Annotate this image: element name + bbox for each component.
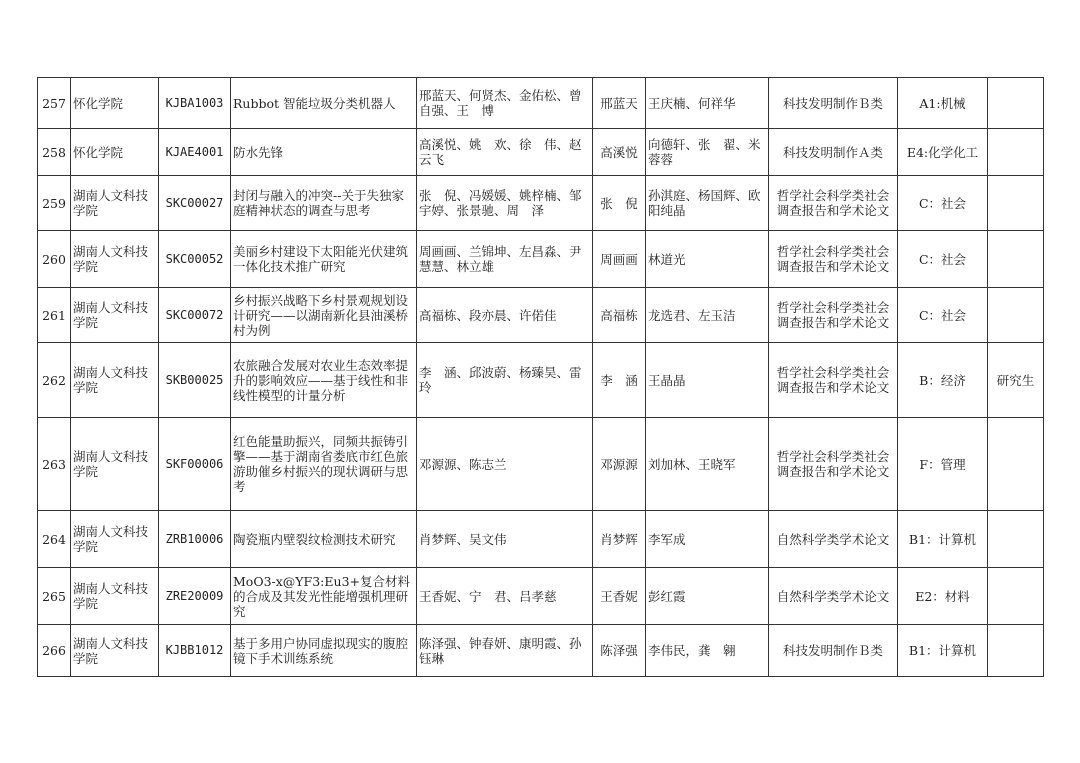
note — [988, 625, 1044, 677]
team-leader: 高福栋 — [593, 288, 646, 343]
advisors: 林道光 — [646, 231, 769, 288]
row-number: 264 — [38, 511, 71, 568]
row-number: 261 — [38, 288, 71, 343]
category: 科技发明制作Ｂ类 — [769, 78, 898, 129]
team-leader: 陈泽强 — [593, 625, 646, 677]
team-members: 张 倪、冯媛媛、姚梓楠、邹宇婷、张景驰、周 泽 — [417, 176, 593, 231]
advisors: 刘加林、王晓军 — [646, 418, 769, 511]
note — [988, 511, 1044, 568]
team-members: 邓源源、陈志兰 — [417, 418, 593, 511]
subfield: B1：计算机 — [898, 511, 988, 568]
team-members: 李 涵、邱波蔚、杨臻昊、雷 玲 — [417, 343, 593, 418]
team-members: 肖梦辉、吴文伟 — [417, 511, 593, 568]
table-row — [38, 288, 1044, 343]
row-number: 262 — [38, 343, 71, 418]
subfield: B1：计算机 — [898, 625, 988, 677]
subfield: C：社会 — [898, 176, 988, 231]
subfield: F：管理 — [898, 418, 988, 511]
note — [988, 78, 1044, 129]
table-row — [38, 231, 1044, 288]
school-cell: 怀化学院 — [71, 78, 159, 129]
award-table — [37, 77, 1044, 677]
note — [988, 418, 1044, 511]
note — [988, 568, 1044, 625]
note — [988, 129, 1044, 176]
row-number: 259 — [38, 176, 71, 231]
category: 自然科学类学术论文 — [769, 511, 898, 568]
table-row — [38, 176, 1044, 231]
row-number: 266 — [38, 625, 71, 677]
table-row — [38, 418, 1044, 511]
project-title: 封闭与融入的冲突--关于失独家庭精神状态的调查与思考 — [231, 176, 417, 231]
team-members: 高福栋、段亦晨、许偌佳 — [417, 288, 593, 343]
school-cell: 湖南人文科技学院 — [71, 176, 159, 231]
category: 科技发明制作Ａ类 — [769, 129, 898, 176]
team-members: 高溪悦、姚 欢、徐 伟、赵云飞 — [417, 129, 593, 176]
note — [988, 176, 1044, 231]
project-title: 乡村振兴战略下乡村景观规划设计研究——以湖南新化县油溪桥村为例 — [231, 288, 417, 343]
project-code: SKC00052 — [159, 231, 231, 288]
category: 哲学社会科学类社会调查报告和学术论文 — [769, 176, 898, 231]
project-code: KJBB1012 — [159, 625, 231, 677]
project-code: SKF00006 — [159, 418, 231, 511]
team-members: 周画画、兰锦坤、左昌淼、尹慧慧、林立雄 — [417, 231, 593, 288]
advisors: 向德轩、张 翟、米蓉蓉 — [646, 129, 769, 176]
advisors: 龙选君、左玉洁 — [646, 288, 769, 343]
subfield: C：社会 — [898, 231, 988, 288]
note — [988, 231, 1044, 288]
category: 哲学社会科学类社会调查报告和学术论文 — [769, 343, 898, 418]
school-cell: 怀化学院 — [71, 129, 159, 176]
school-cell: 湖南人文科技学院 — [71, 231, 159, 288]
school-cell: 湖南人文科技学院 — [71, 418, 159, 511]
project-code: ZRB10006 — [159, 511, 231, 568]
team-members: 陈泽强、钟春妍、康明霞、孙钰琳 — [417, 625, 593, 677]
advisors: 李军成 — [646, 511, 769, 568]
project-code: SKB00025 — [159, 343, 231, 418]
project-title: 防水先锋 — [231, 129, 417, 176]
advisors: 李伟民，龚 翱 — [646, 625, 769, 677]
advisors: 王晶晶 — [646, 343, 769, 418]
category: 自然科学类学术论文 — [769, 568, 898, 625]
table-row — [38, 78, 1044, 129]
project-code: KJAE4001 — [159, 129, 231, 176]
team-leader: 邓源源 — [593, 418, 646, 511]
project-code: KJBA1003 — [159, 78, 231, 129]
subfield: E2：材料 — [898, 568, 988, 625]
project-title: 陶瓷瓶内壁裂纹检测技术研究 — [231, 511, 417, 568]
school-cell: 湖南人文科技学院 — [71, 511, 159, 568]
advisors: 孙淇庭、杨国辉、欧阳纯晶 — [646, 176, 769, 231]
category: 哲学社会科学类社会调查报告和学术论文 — [769, 231, 898, 288]
note: 研究生 — [988, 343, 1044, 418]
project-code: ZRE20009 — [159, 568, 231, 625]
row-number: 263 — [38, 418, 71, 511]
note — [988, 288, 1044, 343]
project-title: 农旅融合发展对农业生态效率提升的影响效应——基于线性和非线性模型的计量分析 — [231, 343, 417, 418]
team-leader: 肖梦辉 — [593, 511, 646, 568]
team-leader: 高溪悦 — [593, 129, 646, 176]
project-title: 基于多用户协同虚拟现实的腹腔镜下手术训练系统 — [231, 625, 417, 677]
project-title: MoO3-x@YF3:Eu3+复合材料的合成及其发光性能增强机理研究 — [231, 568, 417, 625]
school-cell: 湖南人文科技学院 — [71, 625, 159, 677]
project-title: 红色能量助振兴，同频共振铸引擎——基于湖南省娄底市红色旅游助催乡村振兴的现状调研与思考 — [231, 418, 417, 511]
table-row — [38, 511, 1044, 568]
team-members: 王香妮、宁 君、吕孝慈 — [417, 568, 593, 625]
project-title: Rubbot 智能垃圾分类机器人 — [231, 78, 417, 129]
subfield: E4:化学化工 — [898, 129, 988, 176]
row-number: 260 — [38, 231, 71, 288]
team-leader: 周画画 — [593, 231, 646, 288]
team-leader: 王香妮 — [593, 568, 646, 625]
project-code: SKC00027 — [159, 176, 231, 231]
table-row — [38, 568, 1044, 625]
school-cell: 湖南人文科技学院 — [71, 568, 159, 625]
row-number: 258 — [38, 129, 71, 176]
subfield: C：社会 — [898, 288, 988, 343]
advisors: 彭红霞 — [646, 568, 769, 625]
table-row — [38, 625, 1044, 677]
category: 哲学社会科学类社会调查报告和学术论文 — [769, 288, 898, 343]
table-row — [38, 129, 1044, 176]
subfield: B：经济 — [898, 343, 988, 418]
table-row — [38, 343, 1044, 418]
category: 科技发明制作Ｂ类 — [769, 625, 898, 677]
category: 哲学社会科学类社会调查报告和学术论文 — [769, 418, 898, 511]
row-number: 265 — [38, 568, 71, 625]
school-cell: 湖南人文科技学院 — [71, 288, 159, 343]
row-number: 257 — [38, 78, 71, 129]
team-members: 邢蓝天、何贤杰、金佑松、曾自强、王 博 — [417, 78, 593, 129]
team-leader: 张 倪 — [593, 176, 646, 231]
team-leader: 邢蓝天 — [593, 78, 646, 129]
project-title: 美丽乡村建设下太阳能光伏建筑一体化技术推广研究 — [231, 231, 417, 288]
team-leader: 李 涵 — [593, 343, 646, 418]
advisors: 王庆楠、何祥华 — [646, 78, 769, 129]
project-code: SKC00072 — [159, 288, 231, 343]
school-cell: 湖南人文科技学院 — [71, 343, 159, 418]
subfield: A1:机械 — [898, 78, 988, 129]
